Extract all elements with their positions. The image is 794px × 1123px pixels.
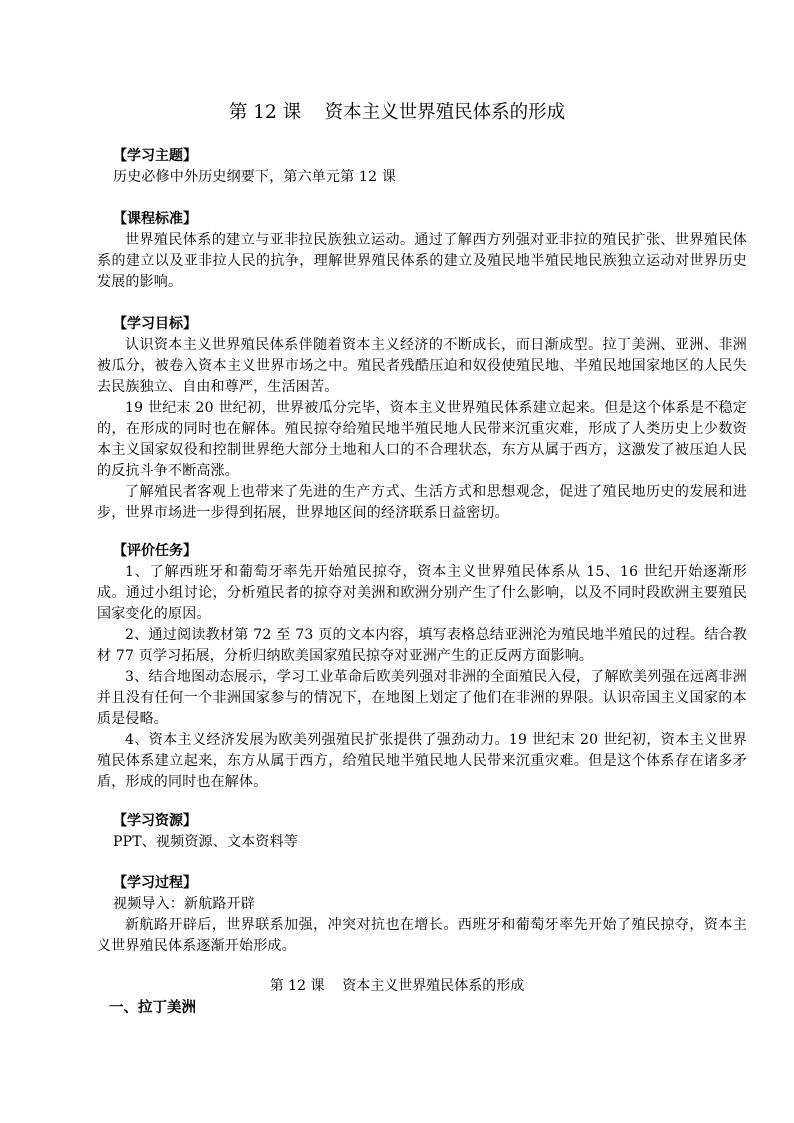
paragraph: 世界殖民体系的建立与亚非拉民族独立运动。通过了解西方列强对亚非拉的殖民扩张、世界殖民体系的建立以及亚非拉人民的抗争，理解世界殖民体系的建立及殖民地半殖民地民族独立运动对世界历史发展的影响。 bbox=[97, 232, 747, 290]
paragraph: 认识资本主义世界殖民体系伴随着资本主义经济的不断成长，而日渐成型。拉丁美洲、亚洲、非洲被瓜分，被卷入资本主义世界市场之中。殖民者残酷压迫和奴役使殖民地、半殖民地国家地区的人民失去民族独立、自由和尊严，生活困苦。 bbox=[97, 337, 747, 395]
paragraph: PPT、视频资源、文本资料等 bbox=[113, 834, 298, 850]
paragraph: 了解殖民者客观上也带来了先进的生产方式、生活方式和思想观念，促进了殖民地历史的发展和进步，世界市场进一步得到拓展，世界地区间的经济联系日益密切。 bbox=[97, 484, 747, 521]
section-heading-latin-america: 一、拉丁美洲 bbox=[109, 999, 196, 1016]
curriculum-standard-text bbox=[97, 230, 747, 293]
learning-theme-text bbox=[97, 167, 747, 188]
heading-learning-process: 【学习过程】 bbox=[113, 875, 197, 891]
learning-resources-text bbox=[97, 832, 747, 853]
paragraph: 2、通过阅读教材第 72 至 73 页的文本内容，填写表格总结亚洲沦为殖民地半殖民的过程。结合教材 77 页学习拓展，分析归纳欧美国家殖民掠夺对亚洲产生的正反两方面影响。 bbox=[97, 627, 747, 664]
paragraph: 视频导入：新航路开辟 bbox=[113, 896, 255, 912]
learning-objectives-text bbox=[97, 335, 747, 524]
paragraph: 新航路开辟后，世界联系加强，冲突对抗也在增长。西班牙和葡萄牙率先开始了殖民掠夺，资本主义世界殖民体系逐渐开始形成。 bbox=[97, 917, 747, 954]
evaluation-tasks-text bbox=[97, 562, 747, 793]
heading-learning-resources: 【学习资源】 bbox=[113, 813, 197, 829]
paragraph: 历史必修中外历史纲要下，第六单元第 12 课 bbox=[113, 169, 397, 185]
heading-curriculum-standard: 【课程标准】 bbox=[113, 211, 197, 227]
learning-process-text bbox=[97, 894, 747, 957]
paragraph: 4、资本主义经济发展为欧美列强殖民扩张提供了强劲动力。19 世纪末 20 世纪初，资本主义世界殖民体系建立起来，东方从属于西方，给殖民地半殖民地人民带来沉重灾难。但是这个体系存在诸多矛盾，形成的同时也在解体。 bbox=[97, 732, 747, 790]
lesson-subtitle: 第 12 课 资本主义世界殖民体系的形成 bbox=[269, 978, 525, 994]
heading-learning-theme: 【学习主题】 bbox=[113, 148, 197, 164]
paragraph: 1、了解西班牙和葡萄牙率先开始殖民掠夺，资本主义世界殖民体系从 15、16 世纪开始逐渐形成。通过小组讨论，分析殖民者的掠夺对美洲和欧洲分别产生了什么影响，以及不同时段欧洲主要殖民国家变化的原因。 bbox=[97, 564, 747, 622]
document-title: 第 12 课 资本主义世界殖民体系的形成 bbox=[228, 102, 566, 123]
paragraph: 19 世纪末 20 世纪初，世界被瓜分完毕，资本主义世界殖民体系建立起来。但是这个体系是不稳定的，在形成的同时也在解体。殖民掠夺给殖民地半殖民地人民带来沉重灾难，形成了人类历史上少数资本主义国家奴役和控制世界绝大部分土地和人口的不合理状态，东方从属于西方，这激发了被压迫人民的反抗斗争不断高涨。 bbox=[97, 400, 747, 479]
heading-learning-objectives: 【学习目标】 bbox=[113, 316, 197, 332]
heading-evaluation-tasks: 【评价任务】 bbox=[113, 543, 197, 559]
paragraph: 3、结合地图动态展示，学习工业革命后欧美列强对非洲的全面殖民入侵，了解欧美列强在远离非洲并且没有任何一个非洲国家参与的情况下，在地图上划定了他们在非洲的界限。认识帝国主义国家的本质是侵略。 bbox=[97, 669, 747, 727]
